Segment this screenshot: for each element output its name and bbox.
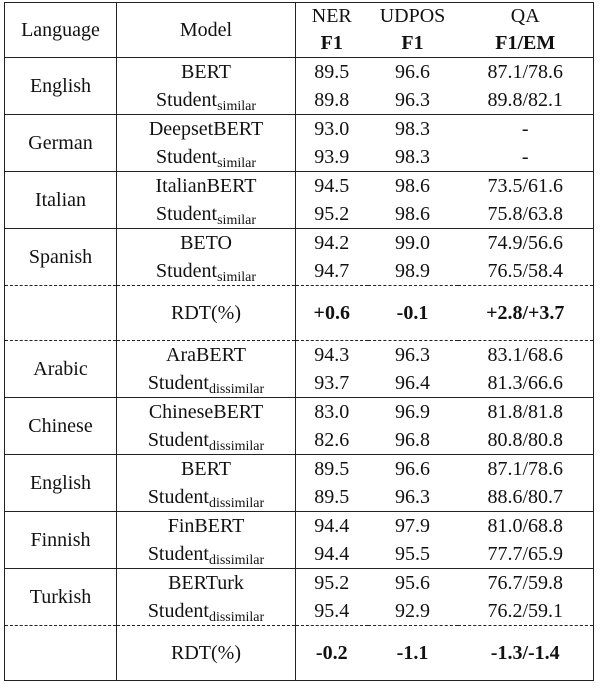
teacher-row [5, 172, 594, 201]
language-cell: German [5, 115, 117, 172]
rdt-udpos: -0.1 [368, 286, 458, 341]
model-cell: ChineseBERT [117, 398, 296, 427]
student-subscript: similar [217, 213, 256, 228]
student-subscript: similar [217, 99, 256, 114]
language-cell: Italian [5, 172, 117, 229]
model-cell: BERT [117, 455, 296, 484]
ner-cell: 95.4 [314, 600, 350, 622]
header-udpos-metric: F1 [401, 32, 424, 54]
language-cell: Finnish [5, 512, 117, 569]
student-name: Student [147, 429, 209, 451]
model-cell: AraBERT [117, 341, 296, 370]
ner-cell: 93.9 [314, 146, 350, 168]
header-qa: QA [458, 3, 594, 30]
ner-cell: 94.3 [296, 341, 368, 370]
student-name: Student [147, 600, 209, 622]
language-cell: Arabic [5, 341, 117, 398]
model-cell: BETO [117, 229, 296, 258]
header-ner: NER [296, 3, 368, 30]
qa-cell: 76.7/59.8 [458, 569, 594, 598]
udpos-cell: 98.3 [368, 115, 458, 144]
ner-cell: 82.6 [314, 429, 350, 451]
teacher-row [5, 512, 594, 541]
udpos-cell: 96.4 [395, 372, 430, 394]
header-udpos: UDPOS [368, 3, 458, 30]
student-name: Student [155, 89, 218, 111]
student-subscript: dissimilar [208, 610, 265, 625]
rdt-empty-cell [5, 286, 117, 341]
rdt-ner: -0.2 [296, 626, 368, 681]
qa-cell: - [458, 143, 594, 172]
student-subscript: dissimilar [208, 553, 265, 568]
ner-cell: 95.2 [296, 569, 368, 598]
rdt-dissimilar-section [5, 626, 594, 681]
student-model-cell [117, 597, 296, 626]
qa-cell: 77.7/65.9 [458, 540, 594, 569]
language-cell: Chinese [5, 398, 117, 455]
rdt-qa: +2.8/+3.7 [458, 286, 594, 341]
qa-cell: 81.8/81.8 [458, 398, 594, 427]
ner-cell: 89.5 [296, 58, 368, 87]
student-name: Student [155, 146, 218, 168]
language-cell: Turkish [5, 569, 117, 626]
udpos-cell: 96.9 [368, 398, 458, 427]
ner-cell: 83.0 [296, 398, 368, 427]
udpos-cell: 96.3 [395, 486, 430, 508]
qa-cell: 89.8/82.1 [458, 86, 594, 115]
student-model-cell [117, 200, 296, 229]
rdt-qa: -1.3/-1.4 [458, 626, 594, 681]
qa-cell: 87.1/78.6 [458, 455, 594, 484]
ner-cell: 95.2 [314, 203, 350, 225]
student-model-cell [117, 483, 296, 512]
qa-cell: 83.1/68.6 [458, 341, 594, 370]
rdt-empty-cell [5, 626, 117, 681]
language-cell: Spanish [5, 229, 117, 286]
udpos-cell: 95.5 [395, 543, 430, 565]
udpos-cell: 98.9 [395, 260, 430, 282]
udpos-cell: 96.6 [368, 455, 458, 484]
rdt-similar-section [5, 286, 594, 341]
student-model-cell [117, 540, 296, 569]
model-cell: FinBERT [117, 512, 296, 541]
qa-cell: 76.2/59.1 [458, 597, 594, 626]
udpos-cell: 98.6 [395, 203, 430, 225]
ner-cell: 93.0 [296, 115, 368, 144]
ner-cell: 94.7 [314, 260, 350, 282]
results-table [4, 2, 594, 681]
rdt-row-similar [5, 286, 594, 341]
qa-cell: 88.6/80.7 [458, 483, 594, 512]
student-subscript: dissimilar [208, 382, 265, 397]
header-language: Language [5, 3, 117, 58]
qa-cell: 73.5/61.6 [458, 172, 594, 201]
ner-cell: 94.5 [296, 172, 368, 201]
qa-cell: 80.8/80.8 [458, 426, 594, 455]
ner-cell: 89.5 [296, 455, 368, 484]
student-model-cell [117, 143, 296, 172]
ner-cell: 89.5 [314, 486, 350, 508]
student-subscript: dissimilar [208, 439, 265, 454]
dissimilar-section [5, 341, 594, 626]
qa-cell: 81.0/68.8 [458, 512, 594, 541]
udpos-cell: 96.8 [395, 429, 430, 451]
student-model-cell [117, 86, 296, 115]
model-cell: BERT [117, 58, 296, 87]
udpos-cell: 98.6 [368, 172, 458, 201]
rdt-label: RDT(%) [117, 626, 296, 681]
model-cell: ItalianBERT [117, 172, 296, 201]
student-model-cell [117, 426, 296, 455]
student-subscript: similar [217, 270, 256, 285]
header-qa-metric: F1/EM [458, 29, 594, 58]
udpos-cell: 95.6 [368, 569, 458, 598]
qa-cell: 87.1/78.6 [458, 58, 594, 87]
ner-cell: 89.8 [314, 89, 350, 111]
teacher-row [5, 455, 594, 484]
qa-cell: 74.9/56.6 [458, 229, 594, 258]
rdt-row-dissimilar [5, 626, 594, 681]
teacher-row [5, 341, 594, 370]
header-model: Model [117, 3, 296, 58]
header-row-tasks [5, 3, 594, 30]
udpos-cell: 92.9 [395, 600, 430, 622]
student-model-cell [117, 257, 296, 286]
udpos-cell: 96.3 [395, 89, 430, 111]
student-subscript: similar [217, 156, 256, 171]
header-ner-metric: F1 [320, 32, 343, 54]
teacher-row [5, 229, 594, 258]
udpos-cell: 96.6 [368, 58, 458, 87]
teacher-row [5, 398, 594, 427]
model-cell: DeepsetBERT [117, 115, 296, 144]
student-model-cell [117, 369, 296, 398]
udpos-cell: 98.3 [395, 146, 430, 168]
language-cell: English [5, 455, 117, 512]
language-cell: English [5, 58, 117, 115]
similar-section [5, 58, 594, 286]
model-cell: BERTurk [117, 569, 296, 598]
qa-cell: 81.3/66.6 [458, 369, 594, 398]
udpos-cell: 99.0 [368, 229, 458, 258]
teacher-row [5, 115, 594, 144]
ner-cell: 93.7 [314, 372, 350, 394]
student-name: Student [147, 372, 209, 394]
qa-cell: - [458, 115, 594, 144]
ner-cell: 94.2 [296, 229, 368, 258]
qa-cell: 76.5/58.4 [458, 257, 594, 286]
rdt-label: RDT(%) [117, 286, 296, 341]
rdt-udpos: -1.1 [368, 626, 458, 681]
ner-cell: 94.4 [296, 512, 368, 541]
teacher-row [5, 58, 594, 87]
student-name: Student [147, 543, 209, 565]
qa-cell: 75.8/63.8 [458, 200, 594, 229]
udpos-cell: 97.9 [368, 512, 458, 541]
student-name: Student [147, 486, 209, 508]
student-name: Student [155, 260, 218, 282]
teacher-row [5, 569, 594, 598]
udpos-cell: 96.3 [368, 341, 458, 370]
student-name: Student [155, 203, 218, 225]
ner-cell: 94.4 [314, 543, 350, 565]
rdt-ner: +0.6 [296, 286, 368, 341]
student-subscript: dissimilar [208, 496, 265, 511]
